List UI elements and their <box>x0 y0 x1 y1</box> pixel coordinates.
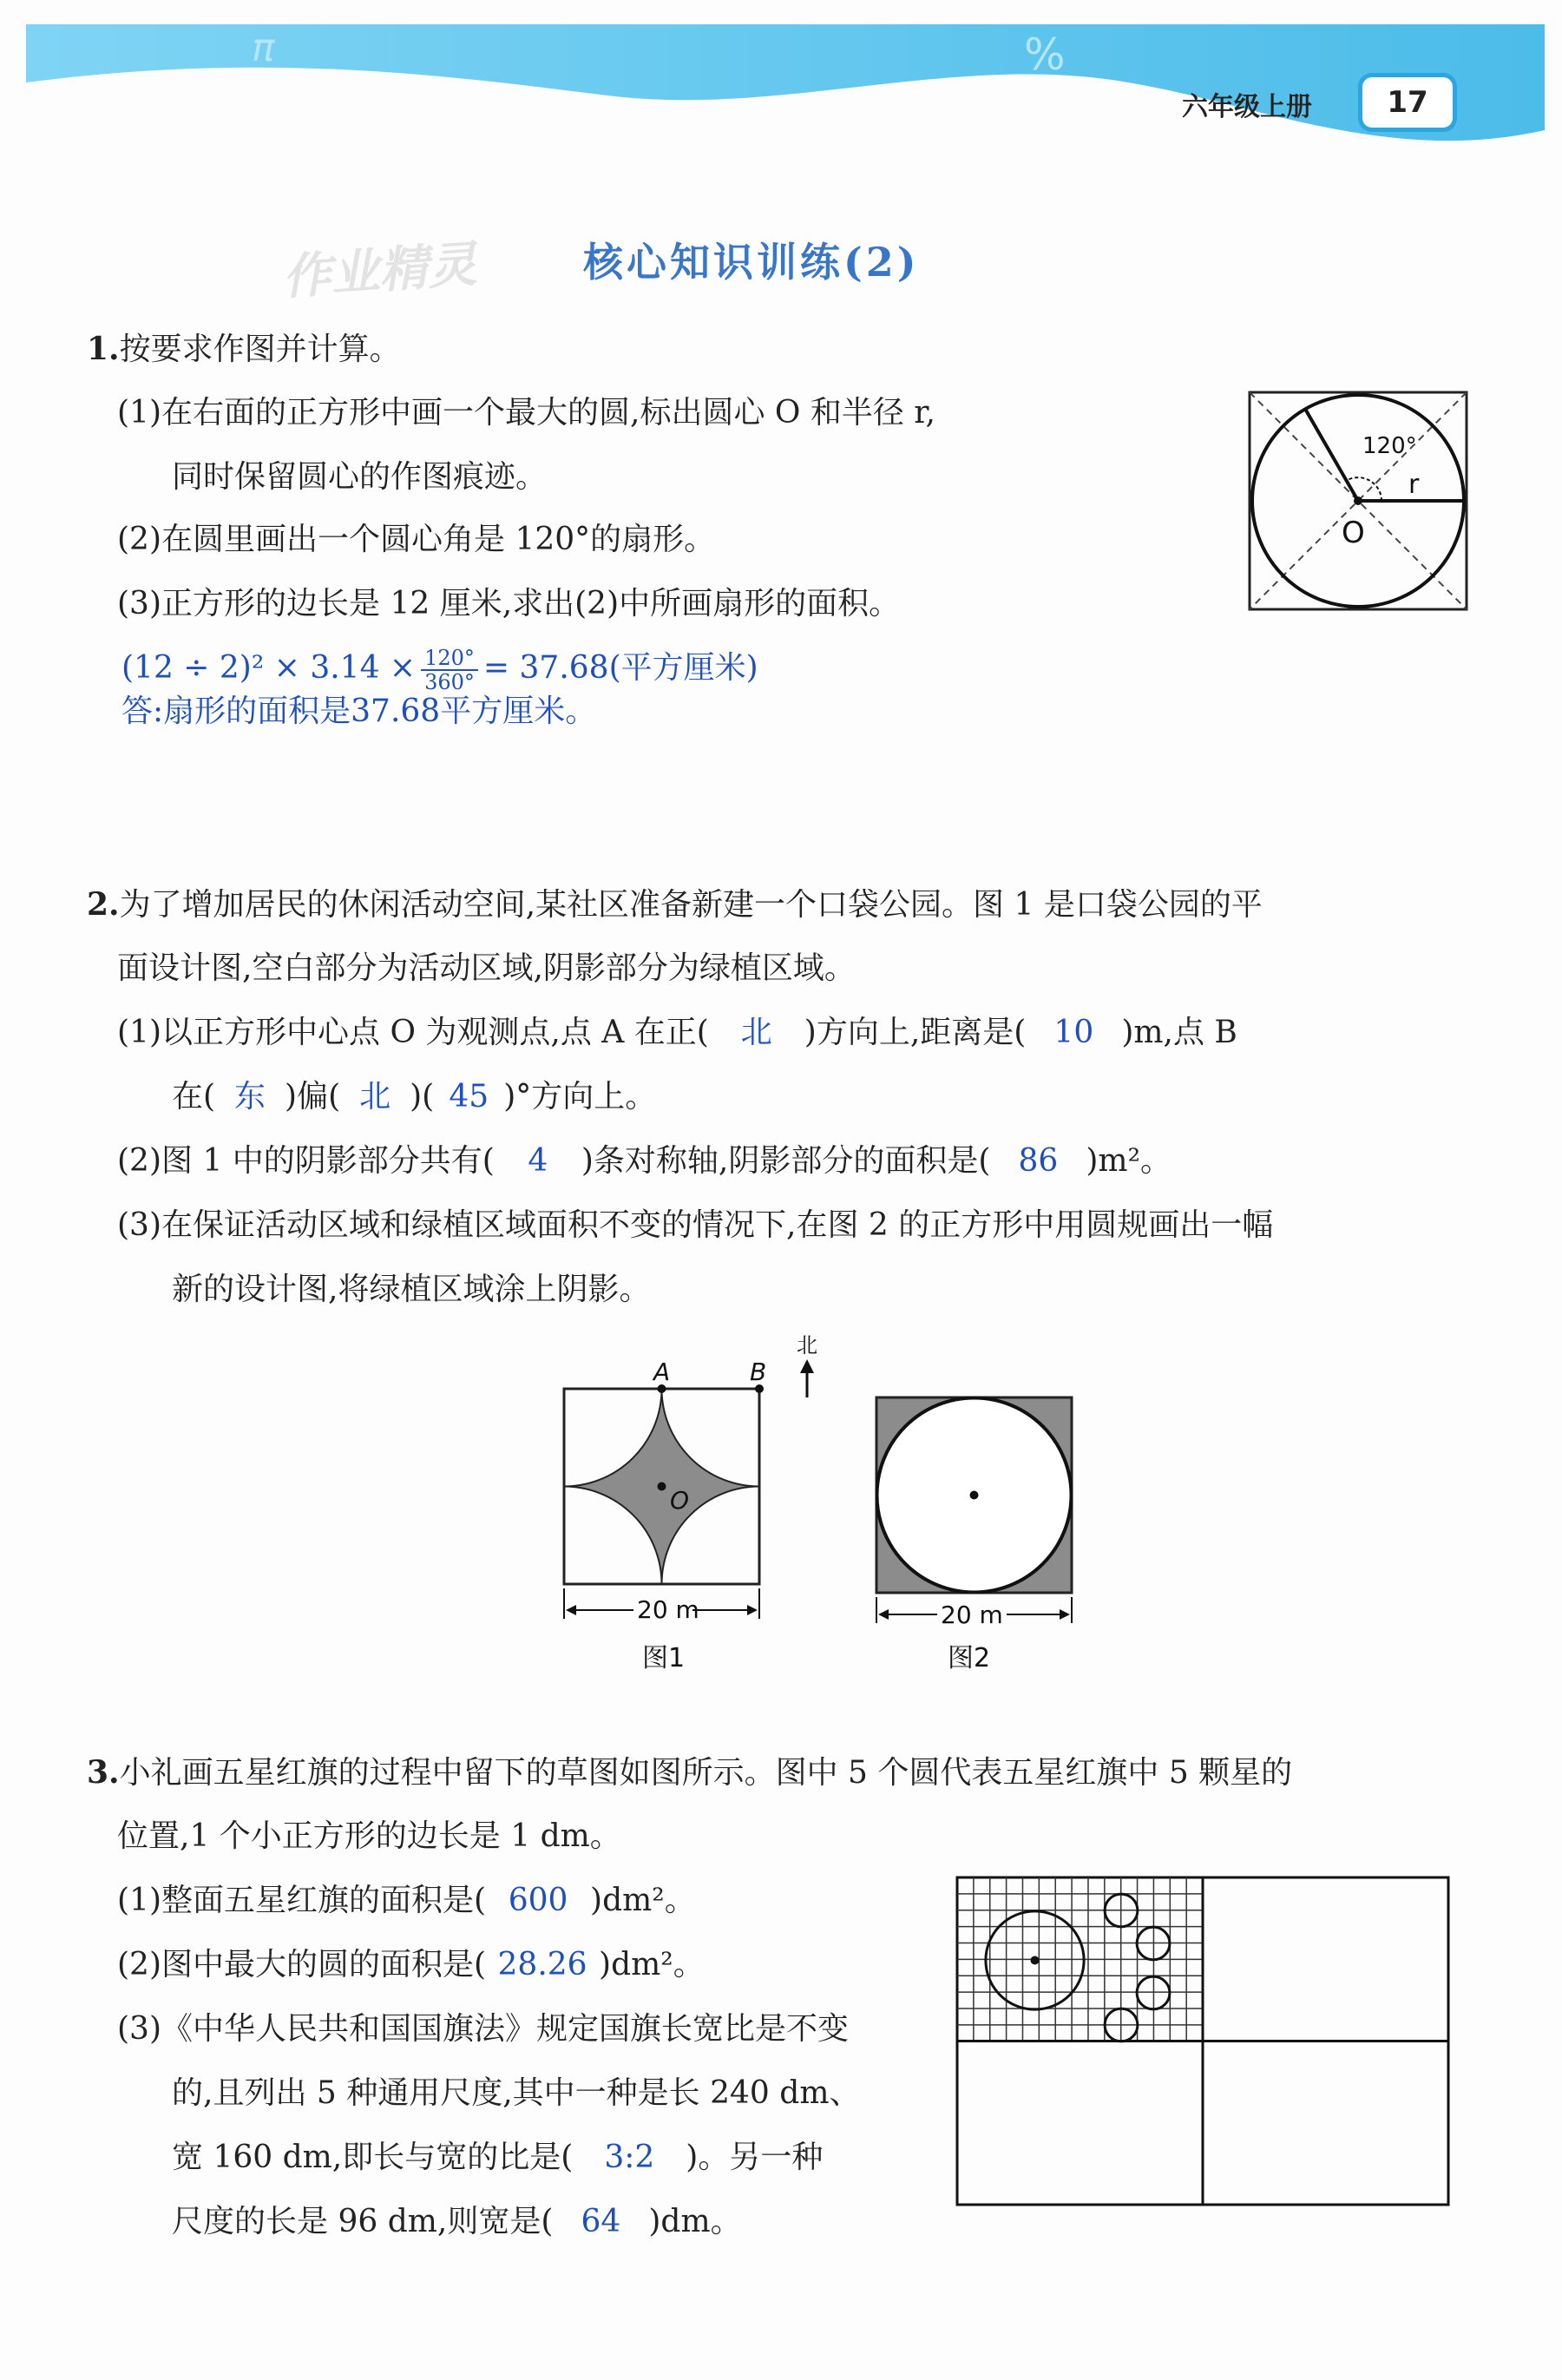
q2-part2 <box>117 1144 1172 1179</box>
q3-p3-text-a: 宽 160 dm,即长与宽的比是( <box>172 2140 574 2175</box>
fig2-center-dot <box>970 1491 979 1500</box>
q1-square-circle-diagram <box>1248 391 1469 612</box>
q2-answer-degrees[interactable]: 45 <box>449 1079 489 1114</box>
q2-part1-line1 <box>117 1016 1237 1050</box>
banner-wave <box>0 0 1562 165</box>
q2-answer-axes[interactable]: 4 <box>528 1143 548 1179</box>
fig1-north-label: 北 <box>797 1333 817 1358</box>
q1-fraction <box>421 647 478 694</box>
grade-label: 六年级上册 <box>1182 92 1312 122</box>
q2-p1-text-f: )( <box>410 1079 435 1114</box>
q3-stem-line2: 位置,1 个小正方形的边长是 1 dm。 <box>117 1818 621 1854</box>
q2-p1-text-b: )方向上,距离是( <box>804 1015 1027 1050</box>
q1-number: 1. <box>87 331 120 367</box>
q2-answer-area[interactable]: 86 <box>1018 1143 1059 1179</box>
fig1-label-o: O <box>670 1486 690 1515</box>
q2-figure-2 <box>868 1328 1093 1679</box>
q2-answer-direction[interactable]: 北 <box>740 1015 772 1050</box>
page-number: 17 <box>1358 73 1457 132</box>
q3-flag-grid-diagram <box>953 1873 1456 2212</box>
q2-part1-line2 <box>172 1080 656 1114</box>
q2-number: 2. <box>87 886 120 923</box>
fig1-north-arrow-icon <box>800 1359 814 1373</box>
q1-center-label: O <box>1342 516 1365 550</box>
q3-p2-text-a: (2)图中最大的圆的面积是( <box>117 1947 487 1982</box>
flag-grid-lines <box>957 1877 1203 2041</box>
q1-part1-line2: 同时保留圆心的作图痕迹。 <box>172 459 548 495</box>
fig2-caption: 图2 <box>948 1643 991 1673</box>
q2-answer-north[interactable]: 北 <box>359 1079 391 1114</box>
q2-p1-text-d: 在( <box>172 1079 216 1114</box>
q3-p1-text-a: (1)整面五星红旗的面积是( <box>117 1883 487 1918</box>
fig1-label-a: A <box>653 1358 671 1386</box>
q3-part3-line2: 的,且列出 5 种通用尺度,其中一种是长 240 dm、 <box>172 2075 861 2111</box>
q1-angle-label: 120° <box>1362 433 1417 459</box>
q2-p1-text-c: )m,点 B <box>1121 1015 1237 1050</box>
q3-part2 <box>117 1948 705 1982</box>
q2-stem-text: 为了增加居民的休闲活动空间,某社区准备新建一个口袋公园。图 1 是口袋公园的平 <box>119 887 1263 923</box>
q2-figure-1 <box>555 1328 842 1679</box>
section-title: 核心知识训练(2) <box>583 239 920 286</box>
q3-stem-text: 小礼画五星红旗的过程中留下的草图如图所示。图中 5 个圆代表五星红旗中 5 颗星的 <box>119 1755 1293 1791</box>
q3-p3-text-d: )dm。 <box>648 2204 742 2239</box>
q1-part2: (2)在圆里画出一个圆心角是 120°的扇形。 <box>117 522 716 557</box>
q3-part3-line4 <box>172 2205 742 2239</box>
q2-part3-line1: (3)在保证活动区域和绿植区域面积不变的情况下,在图 2 的正方形中用圆规画出一幅 <box>117 1207 1274 1243</box>
q1-calc-left: (12 ÷ 2)² × 3.14 × <box>121 650 417 686</box>
svg-text:%: % <box>1024 30 1066 80</box>
q2-stem-line2: 面设计图,空白部分为活动区域,阴影部分为绿植区域。 <box>117 950 856 986</box>
q1-frac-denominator: 360° <box>424 670 475 694</box>
q2-stem-line1 <box>87 887 1263 923</box>
q3-answer-circle-area[interactable]: 28.26 <box>497 1947 587 1982</box>
q3-answer-ratio[interactable]: 3:2 <box>604 2140 655 2175</box>
q2-fig1-diagram <box>555 1328 842 1675</box>
watermark-logo: 作业精灵 <box>280 236 479 306</box>
q3-stem-line1 <box>87 1755 1292 1791</box>
q3-number: 3. <box>87 1754 120 1791</box>
q2-p2-text-a: (2)图 1 中的阴影部分共有( <box>117 1143 495 1179</box>
q2-fig2-diagram <box>868 1328 1093 1675</box>
q2-p1-text-a: (1)以正方形中心点 O 为观测点,点 A 在正( <box>117 1015 709 1050</box>
fig2-dimension: 20 m <box>941 1601 1003 1629</box>
q2-p2-text-b: )条对称轴,阴影部分的面积是( <box>581 1143 991 1179</box>
q3-part1 <box>117 1884 696 1918</box>
q1-radius-label: r <box>1408 470 1420 500</box>
q2-answer-distance[interactable]: 10 <box>1053 1015 1094 1050</box>
q2-p1-text-g: )°方向上。 <box>503 1079 657 1114</box>
q3-part3-line3 <box>172 2140 823 2175</box>
q3-p3-text-b: )。另一种 <box>686 2140 824 2175</box>
q3-answer-width[interactable]: 64 <box>581 2204 621 2239</box>
q1-part3: (3)正方形的边长是 12 厘米,求出(2)中所画扇形的面积。 <box>117 586 901 621</box>
q2-p2-text-c: )m²。 <box>1086 1143 1172 1179</box>
q3-p1-text-b: )dm²。 <box>590 1883 696 1918</box>
q3-answer-flag-area[interactable]: 600 <box>508 1883 568 1918</box>
q1-part1-line1: (1)在右面的正方形中画一个最大的圆,标出圆心 O 和半径 r, <box>117 395 935 431</box>
q1-calc-right: = 37.68(平方厘米) <box>482 650 758 686</box>
q3-flag-figure <box>953 1873 1456 2215</box>
q3-p2-text-b: )dm²。 <box>599 1947 705 1982</box>
svg-text:π: π <box>252 26 275 70</box>
q2-answer-east[interactable]: 东 <box>234 1079 266 1114</box>
q1-frac-numerator: 120° <box>421 647 478 671</box>
fig1-caption: 图1 <box>642 1643 686 1673</box>
q1-calculation <box>121 642 758 694</box>
q3-p3-text-c: 尺度的长是 96 dm,则宽是( <box>172 2204 554 2239</box>
q2-p1-text-e: )偏( <box>285 1079 341 1114</box>
q2-part3-line2: 新的设计图,将绿植区域涂上阴影。 <box>172 1272 651 1307</box>
flag-big-star-center <box>1031 1956 1040 1965</box>
q3-part3-line1: (3)《中华人民共和国国旗法》规定国旗长宽比是不变 <box>117 2011 849 2047</box>
fig1-center-dot <box>658 1483 666 1491</box>
q1-center-dot <box>1354 496 1362 505</box>
header-banner <box>0 0 1562 165</box>
q1-answer: 答:扇形的面积是37.68平方厘米。 <box>121 694 597 729</box>
q1-stem-text: 按要求作图并计算。 <box>119 332 401 367</box>
fig1-dimension: 20 m <box>637 1595 699 1624</box>
q1-stem <box>87 332 401 367</box>
fig1-label-b: B <box>750 1358 767 1386</box>
q1-figure <box>1248 391 1469 615</box>
